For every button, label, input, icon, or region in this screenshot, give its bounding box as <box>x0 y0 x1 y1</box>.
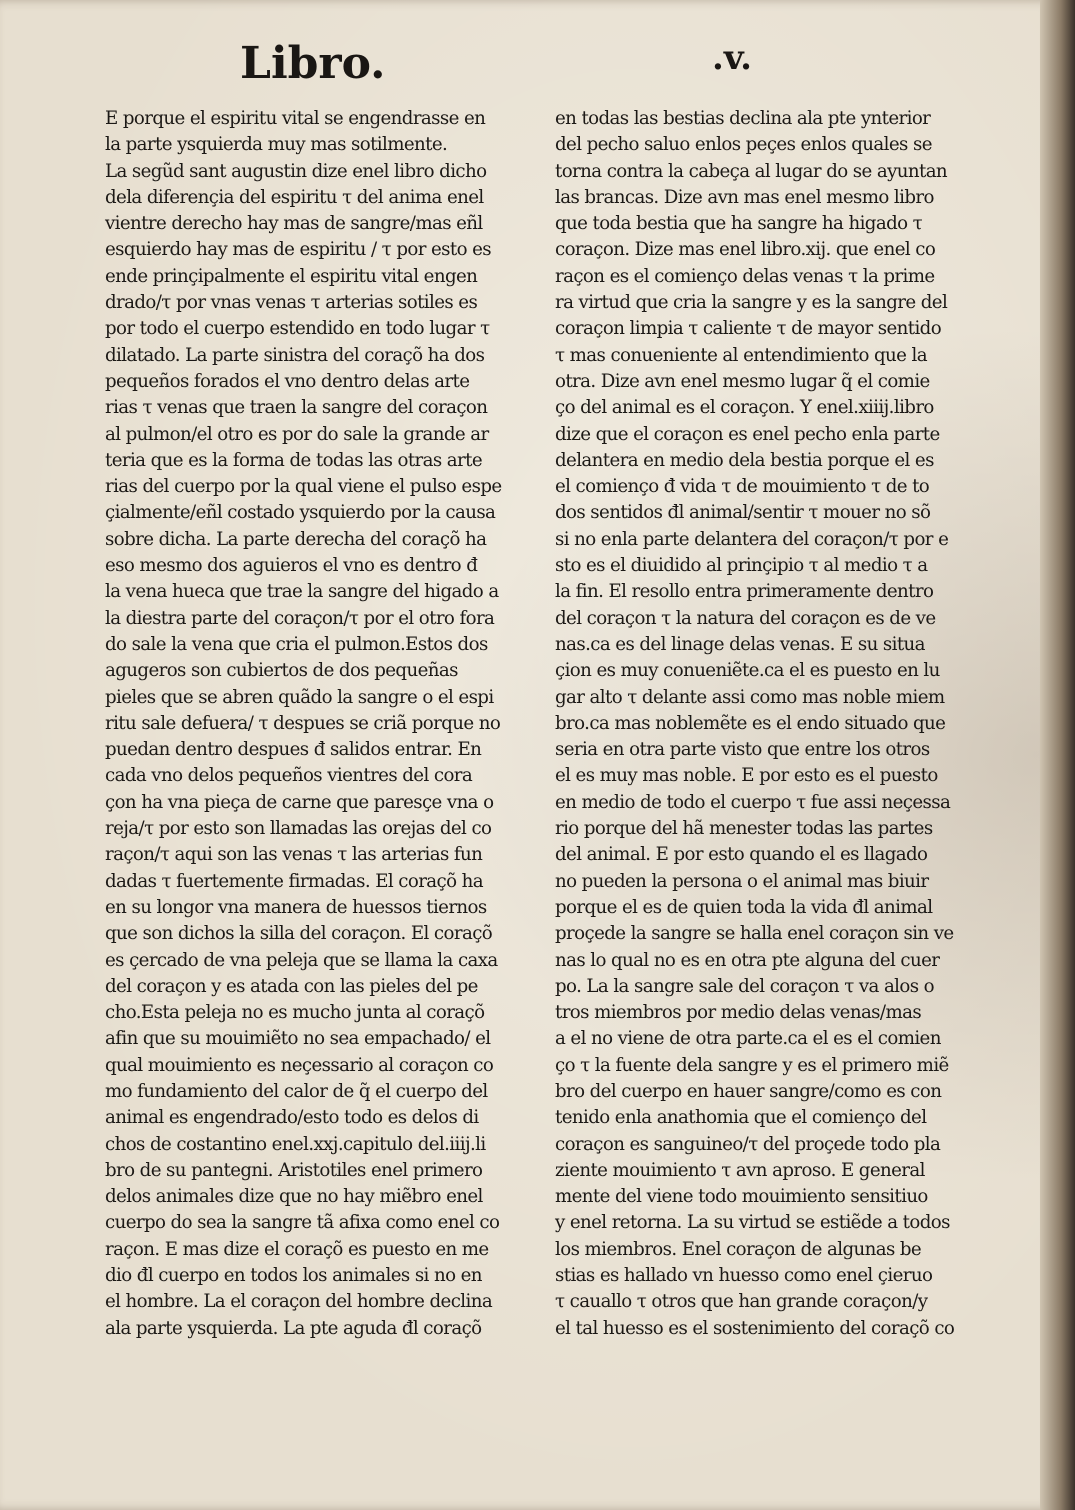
text-line: pequeños forados el vno dentro delas arte <box>105 370 470 392</box>
running-head-title: Libro. <box>240 38 386 89</box>
text-line: mente del viene todo mouimiento sensitiuo <box>555 1186 928 1208</box>
left-text-column <box>105 106 525 1342</box>
text-line: seria en otra parte visto que entre los otros <box>555 739 930 761</box>
text-line: cada vno delos pequeños vientres del cora <box>105 765 473 787</box>
text-line: no pueden la persona o el animal mas biuir <box>555 870 929 892</box>
text-line: tros miembros por medio delas venas/mas <box>555 1002 922 1024</box>
text-line: del pecho saluo enlos peçes enlos quales se <box>555 134 932 156</box>
page-edge-shadow <box>1040 0 1075 1510</box>
text-line: ço del animal es el coraçon. Y enel.xiiij.libro <box>555 397 934 419</box>
text-line: bro.ca mas noblemẽte es el endo situado que <box>555 712 946 734</box>
text-line: τ mas conueniente al entendimiento que la <box>555 344 927 366</box>
folio-number: .v. <box>712 38 753 78</box>
text-line: por todo el cuerpo estendido en todo lugar τ <box>105 318 490 340</box>
text-line: que toda bestia que ha sangre ha higado τ <box>555 213 923 235</box>
text-line: animal es engendrado/esto todo es delos di <box>105 1107 479 1129</box>
text-line: nas lo qual no es en otra pte alguna del cuer <box>555 949 940 971</box>
text-line: es çercado de vna peleja que se llama la caxa <box>105 949 498 971</box>
text-line: sto es el diuidido al prinçipio τ al medio τ a <box>555 555 928 577</box>
text-line: chos de costantino enel.xxj.capitulo del.iiij.li <box>105 1133 486 1155</box>
text-line: rio porque del hã menester todas las partes <box>555 818 933 840</box>
text-line: eso mesmo dos aguieros el vno es dentro đ <box>105 555 478 577</box>
text-line: en su longor vna manera de huessos tiernos <box>105 896 487 918</box>
text-line: afin que su mouimiẽto no sea empachado/ el <box>105 1028 491 1050</box>
text-line: porque el es de quien toda la vida đl animal <box>555 896 933 918</box>
text-line: ziente mouimiento τ avn aproso. E general <box>555 1159 925 1181</box>
text-line: coraçon. Dize mas enel libro.xij. que enel co <box>555 239 936 261</box>
text-line: dela diferençia del espiritu τ del anima enel <box>105 186 484 208</box>
text-line: coraçon limpia τ caliente τ de mayor sentido <box>555 318 942 340</box>
text-line: dos sentidos đl animal/sentir τ mouer no sõ <box>555 502 931 524</box>
text-line: del coraçon τ la natura del coraçon es de ve <box>555 607 936 629</box>
text-line: ala parte ysquierda. La pte aguda đl coraçõ <box>105 1317 482 1339</box>
text-line: del animal. E por esto quando el es llagado <box>555 844 928 866</box>
text-line: gar alto τ delante assi como mas noble miem <box>555 686 945 708</box>
text-line: mo fundamiento del calor de q̃ el cuerpo del <box>105 1080 488 1102</box>
text-line: cho.Esta peleja no es mucho junta al coraçõ <box>105 1002 485 1024</box>
text-line: raçon. E mas dize el coraçõ es puesto en me <box>105 1238 489 1260</box>
text-line: la fin. El resollo entra primeramente dentro <box>555 581 934 603</box>
text-line: el hombre. La el coraçon del hombre declina <box>105 1291 493 1313</box>
text-line: en medio de todo el cuerpo τ fue assi neçessa <box>555 791 951 813</box>
text-line: raçon es el comienço delas venas τ la prime <box>555 265 935 287</box>
text-line: vientre derecho hay mas de sangre/mas eñl <box>105 213 483 235</box>
text-line: y enel retorna. La su virtud se estiẽde a todos <box>555 1212 950 1234</box>
text-line: bro de su pantegni. Aristotiles enel primero <box>105 1159 483 1181</box>
text-line: stias es hallado vn huesso como enel çieruo <box>555 1265 933 1287</box>
text-line: sobre dicha. La parte derecha del coraçõ ha <box>105 528 487 550</box>
text-line: po. La la sangre sale del coraçon τ va alos o <box>555 975 935 997</box>
text-line: ra virtud que cria la sangre y es la sangre del <box>555 292 948 314</box>
text-line: proçede la sangre se halla enel coraçon sin ve <box>555 923 954 945</box>
text-line: çon ha vna pieça de carne que paresçe vna o <box>105 791 494 813</box>
text-line: rias τ venas que traen la sangre del coraçon <box>105 397 488 419</box>
text-line: la vena hueca que trae la sangre del higado a <box>105 581 499 603</box>
text-line: nas.ca es del linage delas venas. E su situa <box>555 633 925 655</box>
text-line: ço τ la fuente dela sangre y es el primero miẽ <box>555 1054 949 1076</box>
text-line: bro del cuerpo en hauer sangre/como es con <box>555 1080 942 1102</box>
text-line: reja/τ por esto son llamadas las orejas del co <box>105 818 492 840</box>
text-line: que son dichos la silla del coraçon. El coraçõ <box>105 923 493 945</box>
text-line: ende prinçipalmente el espiritu vital engen <box>105 265 478 287</box>
text-line: çion es muy conueniẽte.ca el es puesto en lu <box>555 660 940 682</box>
text-line: torna contra la cabeça al lugar do se ayuntan <box>555 160 948 182</box>
text-line: en todas las bestias declina ala pte ynterior <box>555 108 931 129</box>
text-line: coraçon es sanguineo/τ del proçede todo pla <box>555 1133 941 1155</box>
text-line: los miembros. Enel coraçon de algunas be <box>555 1238 922 1260</box>
text-line: dadas τ fuertemente firmadas. El coraçõ ha <box>105 870 484 892</box>
text-line: el tal huesso es el sostenimiento del coraçõ co <box>555 1317 955 1339</box>
text-line: el comienço đ vida τ de mouimiento τ de to <box>555 476 930 498</box>
text-line: el es muy mas noble. E por esto es el puesto <box>555 765 938 787</box>
text-line: dilatado. La parte sinistra del coraçõ ha dos <box>105 344 485 366</box>
text-line: cuerpo do sea la sangre tã afixa como enel co <box>105 1212 500 1234</box>
text-line: tenido enla anathomia que el comienço del <box>555 1107 927 1129</box>
text-line: del coraçon y es atada con las pieles del pe <box>105 975 478 997</box>
text-line: agugeros son cubiertos de dos pequeñas <box>105 660 458 682</box>
text-line: La segũd sant augustin dize enel libro dicho <box>105 160 487 182</box>
text-line: esquierdo hay mas de espiritu / τ por esto es <box>105 239 492 261</box>
text-line: la diestra parte del coraçon/τ por el otro fora <box>105 607 495 629</box>
text-line: drado/τ por vnas venas τ arterias sotiles es <box>105 292 478 314</box>
right-text-column <box>555 106 970 1342</box>
text-line: las brancas. Dize avn mas enel mesmo libro <box>555 186 934 208</box>
text-line: τ cauallo τ otros que han grande coraçon/y <box>555 1291 928 1313</box>
text-line: la parte ysquierda muy mas sotilmente. <box>105 134 448 156</box>
text-line: qual mouimiento es neçessario al coraçon co <box>105 1054 494 1076</box>
text-line: delantera en medio dela bestia porque el es <box>555 449 934 471</box>
text-line: pieles que se abren quãdo la sangre o el espi <box>105 686 494 708</box>
text-line: do sale la vena que cria el pulmon.Estos dos <box>105 633 488 655</box>
text-line: si no enla parte delantera del coraçon/τ por e <box>555 528 949 550</box>
text-line: dio đl cuerpo en todos los animales si no en <box>105 1265 482 1287</box>
text-line: al pulmon/el otro es por do sale la grande ar <box>105 423 489 445</box>
text-line: rias del cuerpo por la qual viene el pulso espe <box>105 476 502 498</box>
text-line: teria que es la forma de todas las otras arte <box>105 449 483 471</box>
text-line: raçon/τ aqui son las venas τ las arterias fun <box>105 844 483 866</box>
text-line: a el no viene de otra parte.ca el es el comien <box>555 1028 941 1050</box>
text-line: çialmente/eñl costado ysquierdo por la causa <box>105 502 496 524</box>
text-line: delos animales dize que no hay miẽbro enel <box>105 1186 483 1208</box>
text-line: otra. Dize avn enel mesmo lugar q̃ el comie <box>555 370 930 392</box>
text-line: E porque el espiritu vital se engendrasse en <box>105 108 486 129</box>
text-line: puedan dentro despues đ salidos entrar. En <box>105 739 482 761</box>
text-line: dize que el coraçon es enel pecho enla parte <box>555 423 940 445</box>
text-line: ritu sale defuera/ τ despues se criã porque no <box>105 712 501 734</box>
